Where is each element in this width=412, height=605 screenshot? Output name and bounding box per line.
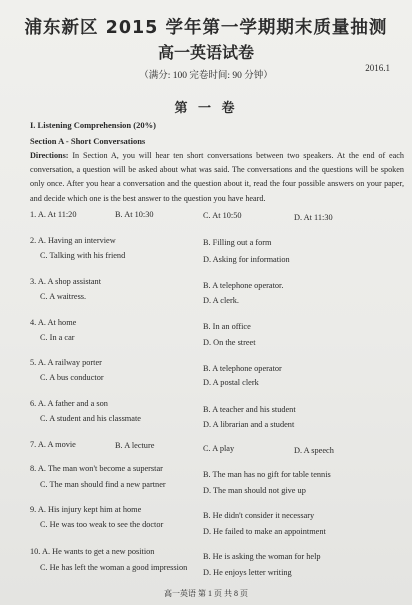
q10-option-d: D. He enjoys letter writing <box>203 568 292 577</box>
q10-option-a: 10. A. He wants to get a new position <box>30 547 155 556</box>
q9-option-a: 9. A. His injury kept him at home <box>30 505 142 514</box>
q5-option-c: C. A bus conductor <box>40 373 104 382</box>
q3-option-a: 3. A. A shop assistant <box>30 277 101 286</box>
q5-option-d: D. A postal clerk <box>203 378 259 387</box>
q4-option-a: 4. A. At home <box>30 318 77 327</box>
section-title: 第 一 卷 <box>174 101 238 116</box>
q2-option-b: B. Filling out a form <box>203 238 272 247</box>
q9-option-d: D. He failed to make an appointment <box>203 527 326 536</box>
q5-option-b: B. A telephone operator <box>203 364 282 373</box>
q6-option-c: C. A student and his classmate <box>40 414 141 423</box>
q7-option-b: B. A lecture <box>115 441 155 450</box>
q9-option-c: C. He was too weak to see the doctor <box>40 520 164 529</box>
q3-option-d: D. A clerk. <box>203 296 239 305</box>
q8-option-d: D. The man should not give up <box>203 486 306 495</box>
exam-subtitle: 高一英语试卷 <box>157 43 254 62</box>
q3-option-c: C. A waitress. <box>40 292 87 301</box>
exam-date: 2016.1 <box>365 63 390 73</box>
q7-option-a: 7. A. A movie <box>30 440 76 449</box>
exam-title: 浦东新区 2015 学年第一学期期末质量抽测 <box>24 18 388 38</box>
q6-option-b: B. A teacher and his student <box>203 405 296 414</box>
q8-option-b: B. The man has no gift for table tennis <box>203 470 331 479</box>
q1-option-a: 1. A. At 11:20 <box>30 210 77 219</box>
q8-option-c: C. The man should find a new partner <box>40 480 166 489</box>
q2-option-d: D. Asking for information <box>203 255 290 264</box>
q1-option-c: C. At 10:50 <box>203 211 242 220</box>
q8-option-a: 8. A. The man won't become a superstar <box>30 464 163 473</box>
q2-option-c: C. Talking with his friend <box>40 251 126 260</box>
q3-option-b: B. A telephone operator. <box>203 281 284 290</box>
q6-option-a: 6. A. A father and a son <box>30 399 108 408</box>
directions-text: In Section A, you will hear ten short conversations between two speakers. At the end of each conversation, a question will be asked about what was said. The conversations and the questions will be spoken only once. After you hear a conversation and the question about it, read the four possible answers on your paper, and decide which one is the best answer to the question you have heard. <box>30 151 404 203</box>
q1-option-d: D. At 11:30 <box>294 213 333 222</box>
q2-option-a: 2. A. Having an interview <box>30 236 116 245</box>
q4-option-b: B. In an office <box>203 322 251 331</box>
page-footer: 高一英语 第 1 页 共 8 页 <box>164 589 248 598</box>
q6-option-d: D. A librarian and a student <box>203 420 295 429</box>
q4-option-d: D. On the street <box>203 338 256 347</box>
q1-option-b: B. At 10:30 <box>115 210 154 219</box>
section-heading: Section A - Short Conversations <box>30 136 146 146</box>
directions-label: Directions: <box>30 151 69 160</box>
q7-option-d: D. A speech <box>294 446 334 455</box>
q10-option-b: B. He is asking the woman for help <box>203 552 321 561</box>
q4-option-c: C. In a car <box>40 333 75 342</box>
q7-option-c: C. A play <box>203 444 235 453</box>
q10-option-c: C. He has left the woman a good impression <box>40 563 188 572</box>
q9-option-b: B. He didn't consider it necessary <box>203 511 315 520</box>
q5-option-a: 5. A. A railway porter <box>30 358 102 367</box>
part-heading: I. Listening Comprehension (20%) <box>30 120 156 130</box>
exam-meta: （满分: 100 完卷时间: 90 分钟） <box>139 71 273 81</box>
directions-paragraph <box>30 149 404 206</box>
